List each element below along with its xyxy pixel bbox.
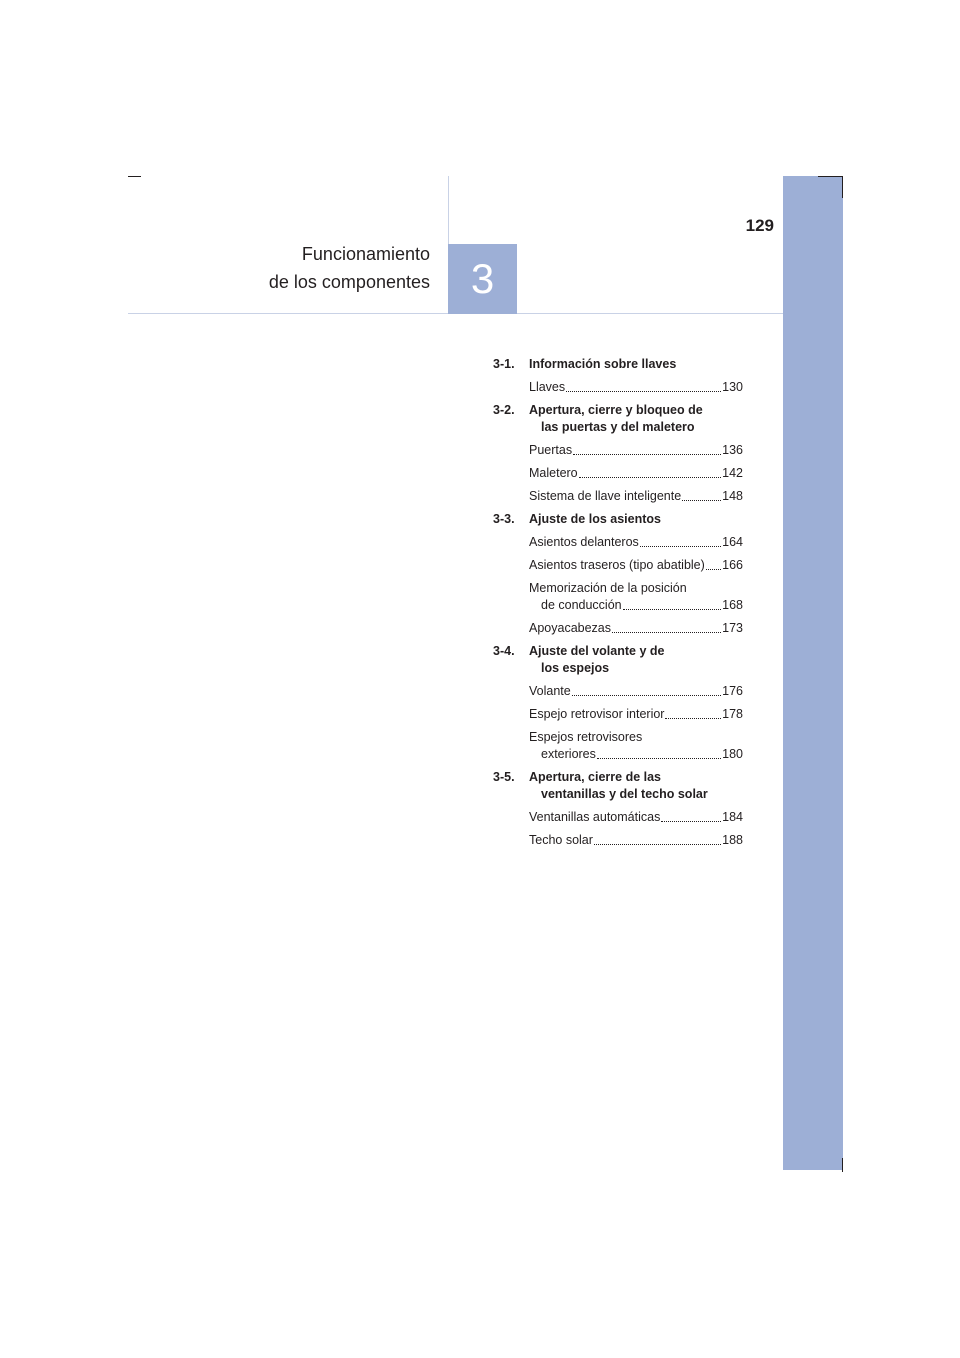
toc-entry-page: 136 [722, 443, 743, 457]
section-number: 3-5. [493, 770, 515, 784]
toc-entry-label: Espejo retrovisor interior [529, 707, 665, 721]
leader-dots [594, 844, 721, 845]
section-title-line2: las puertas y del maletero [541, 420, 695, 434]
section-title-line1: Apertura, cierre de las [529, 770, 662, 784]
leader-dots [597, 758, 721, 759]
toc-entry-label-line1: Espejos retrovisores [529, 730, 643, 744]
toc-entry[interactable] [529, 488, 743, 505]
toc-entry-page: 180 [722, 747, 743, 761]
toc-entry-multiline[interactable] [493, 580, 743, 614]
toc-entry-page: 173 [722, 621, 743, 635]
crop-mark-top-left [128, 176, 141, 177]
toc-entry-page: 142 [722, 466, 743, 480]
toc-entry[interactable] [529, 620, 743, 637]
table-of-contents [493, 356, 743, 855]
toc-entry-label: Volante [529, 684, 571, 698]
toc-entry[interactable] [529, 557, 743, 574]
toc-entry-label-line1: Memorización de la posición [529, 581, 687, 595]
chapter-title-line1: Funcionamiento [301, 244, 430, 264]
toc-section-3-3 [493, 511, 743, 637]
toc-entry-page: 188 [722, 833, 743, 847]
crop-mark-bottom-right [842, 1158, 843, 1172]
toc-entry-label: Ventanillas automáticas [529, 810, 661, 824]
leader-dots [623, 609, 722, 610]
toc-entry[interactable] [529, 832, 743, 849]
toc-entry-label-line2: de conducción [541, 598, 622, 612]
section-title: Ajuste de los asientos [529, 512, 661, 526]
leader-dots [573, 454, 721, 455]
toc-entry-label: Puertas [529, 443, 573, 457]
toc-entry-label: Llaves [529, 380, 566, 394]
chapter-title [269, 240, 430, 296]
chapter-number-block [448, 244, 517, 314]
leader-dots [706, 569, 721, 570]
toc-entry-page: 166 [722, 558, 743, 572]
header-divider-vertical [448, 176, 449, 244]
leader-dots [665, 718, 721, 719]
leader-dots [566, 391, 721, 392]
toc-entry-multiline[interactable] [493, 729, 743, 763]
toc-entry[interactable] [529, 809, 743, 826]
toc-entry-label: Asientos traseros (tipo abatible) [529, 558, 705, 572]
toc-section-3-5 [493, 769, 743, 849]
toc-entry-page: 176 [722, 684, 743, 698]
section-title-line2: ventanillas y del techo solar [541, 787, 708, 801]
leader-dots [661, 821, 721, 822]
section-title-line1: Apertura, cierre y bloqueo de [529, 403, 703, 417]
crop-mark-top-right-vertical [842, 176, 843, 198]
page-number: 129 [745, 216, 774, 235]
toc-entry-label: Sistema de llave inteligente [529, 489, 682, 503]
toc-entry-label: Asientos delanteros [529, 535, 639, 549]
toc-entry-page: 164 [722, 535, 743, 549]
section-number: 3-3. [493, 512, 515, 526]
toc-entry[interactable] [529, 534, 743, 551]
toc-entry-label: Apoyacabezas [529, 621, 612, 635]
section-title: Información sobre llaves [529, 357, 677, 371]
toc-entry[interactable] [529, 379, 743, 396]
toc-entry-label-line2: exteriores [541, 747, 596, 761]
leader-dots [579, 477, 722, 478]
chapter-number: 3 [470, 255, 495, 302]
toc-entry-label: Maletero [529, 466, 578, 480]
toc-entry-page: 168 [722, 598, 743, 612]
toc-entry[interactable] [529, 706, 743, 723]
toc-entry[interactable] [529, 442, 743, 459]
toc-entry-page: 130 [722, 380, 743, 394]
toc-entry[interactable] [529, 683, 743, 700]
section-title-line1: Ajuste del volante y de [529, 644, 665, 658]
leader-dots [612, 632, 721, 633]
section-title-line2: los espejos [541, 661, 610, 675]
chapter-side-tab [783, 176, 843, 1170]
chapter-title-line2: de los componentes [268, 272, 430, 292]
toc-entry-page: 148 [722, 489, 743, 503]
toc-section-3-2 [493, 402, 743, 505]
toc-section-3-1 [493, 356, 743, 396]
leader-dots [640, 546, 721, 547]
toc-section-3-4 [493, 643, 743, 763]
leader-dots [682, 500, 721, 501]
toc-entry-page: 178 [722, 707, 743, 721]
crop-mark-top-right [818, 176, 842, 177]
section-number: 3-4. [493, 644, 515, 658]
toc-entry-label: Techo solar [529, 833, 593, 847]
leader-dots [572, 695, 721, 696]
section-number: 3-2. [493, 403, 515, 417]
toc-entry-page: 184 [722, 810, 743, 824]
toc-entry[interactable] [529, 465, 743, 482]
section-number: 3-1. [493, 357, 515, 371]
